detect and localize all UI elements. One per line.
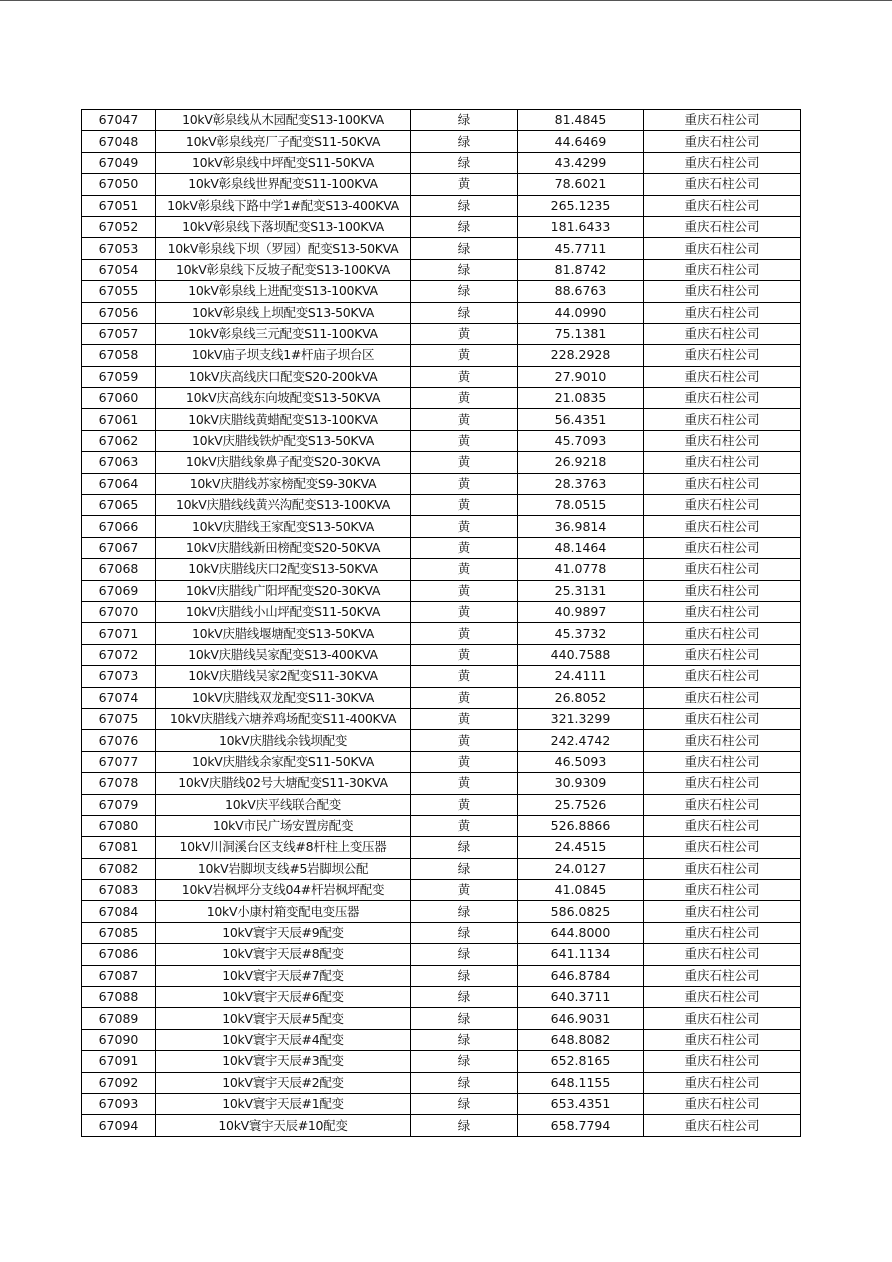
- status-color-cell: 绿: [411, 131, 518, 152]
- transformer-name-cell: 10kV寰宇天辰#9配变: [156, 922, 411, 943]
- transformer-name-cell: 10kV寰宇天辰#4配变: [156, 1029, 411, 1050]
- value-cell: 40.9897: [518, 601, 644, 622]
- company-cell: 重庆石柱公司: [644, 195, 801, 216]
- transformer-name-cell: 10kV寰宇天辰#7配变: [156, 965, 411, 986]
- value-cell: 648.1155: [518, 1072, 644, 1093]
- company-cell: 重庆石柱公司: [644, 901, 801, 922]
- transformer-name-cell: 10kV彰泉线下坝（罗园）配变S13-50KVA: [156, 238, 411, 259]
- row-id-cell: 67072: [82, 644, 156, 665]
- company-cell: 重庆石柱公司: [644, 644, 801, 665]
- transformer-name-cell: 10kV彰泉线上坝配变S13-50KVA: [156, 302, 411, 323]
- company-cell: 重庆石柱公司: [644, 1008, 801, 1029]
- table-row: [82, 110, 801, 131]
- company-cell: 重庆石柱公司: [644, 815, 801, 836]
- status-color-cell: 黄: [411, 537, 518, 558]
- row-id-cell: 67062: [82, 430, 156, 451]
- row-id-cell: 67060: [82, 388, 156, 409]
- company-cell: 重庆石柱公司: [644, 1115, 801, 1136]
- status-color-cell: 绿: [411, 216, 518, 237]
- table-row: [82, 259, 801, 280]
- table-row: [82, 473, 801, 494]
- value-cell: 45.3732: [518, 623, 644, 644]
- table-row: [82, 580, 801, 601]
- value-cell: 75.1381: [518, 323, 644, 344]
- value-cell: 265.1235: [518, 195, 644, 216]
- status-color-cell: 黄: [411, 623, 518, 644]
- status-color-cell: 绿: [411, 987, 518, 1008]
- table-row: [82, 195, 801, 216]
- company-cell: 重庆石柱公司: [644, 302, 801, 323]
- row-id-cell: 67056: [82, 302, 156, 323]
- transformer-name-cell: 10kV小康村箱变配电变压器: [156, 901, 411, 922]
- row-id-cell: 67077: [82, 751, 156, 772]
- status-color-cell: 黄: [411, 430, 518, 451]
- table-row: [82, 601, 801, 622]
- transformer-name-cell: 10kV庆腊线堰塘配变S13-50KVA: [156, 623, 411, 644]
- company-cell: 重庆石柱公司: [644, 131, 801, 152]
- value-cell: 26.9218: [518, 452, 644, 473]
- status-color-cell: 绿: [411, 1051, 518, 1072]
- status-color-cell: 黄: [411, 880, 518, 901]
- table-row: [82, 409, 801, 430]
- table-row: [82, 858, 801, 879]
- value-cell: 21.0835: [518, 388, 644, 409]
- value-cell: 36.9814: [518, 516, 644, 537]
- status-color-cell: 绿: [411, 1093, 518, 1114]
- transformer-name-cell: 10kV庆腊线余钱坝配变: [156, 730, 411, 751]
- status-color-cell: 黄: [411, 815, 518, 836]
- row-id-cell: 67061: [82, 409, 156, 430]
- transformer-name-cell: 10kV庆腊线王家配变S13-50KVA: [156, 516, 411, 537]
- table-row: [82, 815, 801, 836]
- table-row: [82, 345, 801, 366]
- status-color-cell: 绿: [411, 901, 518, 922]
- transformer-name-cell: 10kV川洞溪台区支线#8杆柱上变压器: [156, 837, 411, 858]
- table-row: [82, 1115, 801, 1136]
- value-cell: 440.7588: [518, 644, 644, 665]
- value-cell: 646.8784: [518, 965, 644, 986]
- row-id-cell: 67079: [82, 794, 156, 815]
- value-cell: 228.2928: [518, 345, 644, 366]
- status-color-cell: 绿: [411, 837, 518, 858]
- value-cell: 658.7794: [518, 1115, 644, 1136]
- company-cell: 重庆石柱公司: [644, 601, 801, 622]
- value-cell: 56.4351: [518, 409, 644, 430]
- company-cell: 重庆石柱公司: [644, 409, 801, 430]
- value-cell: 44.6469: [518, 131, 644, 152]
- status-color-cell: 黄: [411, 366, 518, 387]
- value-cell: 526.8866: [518, 815, 644, 836]
- company-cell: 重庆石柱公司: [644, 623, 801, 644]
- transformer-name-cell: 10kV寰宇天辰#6配变: [156, 987, 411, 1008]
- value-cell: 25.7526: [518, 794, 644, 815]
- table-row: [82, 559, 801, 580]
- status-color-cell: 黄: [411, 409, 518, 430]
- company-cell: 重庆石柱公司: [644, 987, 801, 1008]
- value-cell: 586.0825: [518, 901, 644, 922]
- status-color-cell: 黄: [411, 601, 518, 622]
- row-id-cell: 67084: [82, 901, 156, 922]
- row-id-cell: 67090: [82, 1029, 156, 1050]
- value-cell: 652.8165: [518, 1051, 644, 1072]
- table-row: [82, 452, 801, 473]
- row-id-cell: 67049: [82, 152, 156, 173]
- row-id-cell: 67092: [82, 1072, 156, 1093]
- company-cell: 重庆石柱公司: [644, 858, 801, 879]
- status-color-cell: 绿: [411, 110, 518, 131]
- table-row: [82, 366, 801, 387]
- transformer-name-cell: 10kV彰泉线上进配变S13-100KVA: [156, 281, 411, 302]
- company-cell: 重庆石柱公司: [644, 366, 801, 387]
- value-cell: 43.4299: [518, 152, 644, 173]
- row-id-cell: 67071: [82, 623, 156, 644]
- transformer-name-cell: 10kV庆腊线吴家配变S13-400KVA: [156, 644, 411, 665]
- row-id-cell: 67065: [82, 495, 156, 516]
- company-cell: 重庆石柱公司: [644, 216, 801, 237]
- table-row: [82, 730, 801, 751]
- company-cell: 重庆石柱公司: [644, 837, 801, 858]
- status-color-cell: 绿: [411, 965, 518, 986]
- table-row: [82, 495, 801, 516]
- status-color-cell: 黄: [411, 388, 518, 409]
- table-row: [82, 944, 801, 965]
- table-row: [82, 666, 801, 687]
- row-id-cell: 67055: [82, 281, 156, 302]
- row-id-cell: 67091: [82, 1051, 156, 1072]
- status-color-cell: 黄: [411, 495, 518, 516]
- value-cell: 27.9010: [518, 366, 644, 387]
- table-row: [82, 388, 801, 409]
- table-row: [82, 644, 801, 665]
- company-cell: 重庆石柱公司: [644, 174, 801, 195]
- status-color-cell: 绿: [411, 238, 518, 259]
- table-row: [82, 623, 801, 644]
- row-id-cell: 67085: [82, 922, 156, 943]
- status-color-cell: 绿: [411, 281, 518, 302]
- transformer-name-cell: 10kV庆腊线02号大塘配变S11-30KVA: [156, 773, 411, 794]
- value-cell: 646.9031: [518, 1008, 644, 1029]
- transformer-name-cell: 10kV庆腊线六塘养鸡场配变S11-400KVA: [156, 708, 411, 729]
- status-color-cell: 黄: [411, 644, 518, 665]
- table-row: [82, 773, 801, 794]
- transformer-name-cell: 10kV彰泉线亮厂子配变S11-50KVA: [156, 131, 411, 152]
- status-color-cell: 黄: [411, 516, 518, 537]
- company-cell: 重庆石柱公司: [644, 1093, 801, 1114]
- row-id-cell: 67050: [82, 174, 156, 195]
- transformer-name-cell: 10kV庆腊线线黄兴沟配变S13-100KVA: [156, 495, 411, 516]
- transformer-name-cell: 10kV寰宇天辰#10配变: [156, 1115, 411, 1136]
- company-cell: 重庆石柱公司: [644, 388, 801, 409]
- transformer-table: [81, 109, 801, 1137]
- company-cell: 重庆石柱公司: [644, 666, 801, 687]
- transformer-name-cell: 10kV庆腊线小山坪配变S11-50KVA: [156, 601, 411, 622]
- company-cell: 重庆石柱公司: [644, 965, 801, 986]
- status-color-cell: 绿: [411, 259, 518, 280]
- status-color-cell: 黄: [411, 794, 518, 815]
- company-cell: 重庆石柱公司: [644, 751, 801, 772]
- company-cell: 重庆石柱公司: [644, 944, 801, 965]
- status-color-cell: 黄: [411, 730, 518, 751]
- value-cell: 24.0127: [518, 858, 644, 879]
- table-row: [82, 216, 801, 237]
- transformer-name-cell: 10kV庆腊线铁炉配变S13-50KVA: [156, 430, 411, 451]
- row-id-cell: 67047: [82, 110, 156, 131]
- status-color-cell: 黄: [411, 751, 518, 772]
- row-id-cell: 67074: [82, 687, 156, 708]
- transformer-name-cell: 10kV庆腊线象鼻子配变S20-30KVA: [156, 452, 411, 473]
- company-cell: 重庆石柱公司: [644, 473, 801, 494]
- value-cell: 46.5093: [518, 751, 644, 772]
- row-id-cell: 67064: [82, 473, 156, 494]
- row-id-cell: 67057: [82, 323, 156, 344]
- transformer-name-cell: 10kV彰泉线下路中学1#配变S13-400KVA: [156, 195, 411, 216]
- row-id-cell: 67069: [82, 580, 156, 601]
- company-cell: 重庆石柱公司: [644, 152, 801, 173]
- row-id-cell: 67048: [82, 131, 156, 152]
- transformer-name-cell: 10kV彰泉线三元配变S11-100KVA: [156, 323, 411, 344]
- company-cell: 重庆石柱公司: [644, 259, 801, 280]
- company-cell: 重庆石柱公司: [644, 345, 801, 366]
- transformer-name-cell: 10kV寰宇天辰#3配变: [156, 1051, 411, 1072]
- company-cell: 重庆石柱公司: [644, 281, 801, 302]
- table-row: [82, 1008, 801, 1029]
- status-color-cell: 绿: [411, 152, 518, 173]
- status-color-cell: 黄: [411, 323, 518, 344]
- value-cell: 640.3711: [518, 987, 644, 1008]
- value-cell: 44.0990: [518, 302, 644, 323]
- transformer-name-cell: 10kV庆腊线苏家榜配变S9-30KVA: [156, 473, 411, 494]
- transformer-name-cell: 10kV庆腊线吴家2配变S11-30KVA: [156, 666, 411, 687]
- company-cell: 重庆石柱公司: [644, 430, 801, 451]
- transformer-name-cell: 10kV彰泉线世界配变S11-100KVA: [156, 174, 411, 195]
- row-id-cell: 67063: [82, 452, 156, 473]
- transformer-name-cell: 10kV寰宇天辰#2配变: [156, 1072, 411, 1093]
- company-cell: 重庆石柱公司: [644, 922, 801, 943]
- row-id-cell: 67070: [82, 601, 156, 622]
- transformer-name-cell: 10kV彰泉线从木园配变S13-100KVA: [156, 110, 411, 131]
- row-id-cell: 67094: [82, 1115, 156, 1136]
- row-id-cell: 67051: [82, 195, 156, 216]
- company-cell: 重庆石柱公司: [644, 773, 801, 794]
- row-id-cell: 67086: [82, 944, 156, 965]
- table-row: [82, 323, 801, 344]
- status-color-cell: 黄: [411, 174, 518, 195]
- table-row: [82, 302, 801, 323]
- transformer-name-cell: 10kV庙子坝支线1#杆庙子坝台区: [156, 345, 411, 366]
- transformer-name-cell: 10kV彰泉线下落坝配变S13-100KVA: [156, 216, 411, 237]
- table-row: [82, 238, 801, 259]
- table-row: [82, 901, 801, 922]
- table-row: [82, 751, 801, 772]
- value-cell: 41.0845: [518, 880, 644, 901]
- row-id-cell: 67087: [82, 965, 156, 986]
- value-cell: 45.7093: [518, 430, 644, 451]
- company-cell: 重庆石柱公司: [644, 1072, 801, 1093]
- status-color-cell: 黄: [411, 687, 518, 708]
- table-row: [82, 174, 801, 195]
- row-id-cell: 67059: [82, 366, 156, 387]
- value-cell: 648.8082: [518, 1029, 644, 1050]
- company-cell: 重庆石柱公司: [644, 730, 801, 751]
- value-cell: 25.3131: [518, 580, 644, 601]
- status-color-cell: 黄: [411, 345, 518, 366]
- transformer-name-cell: 10kV彰泉线中坪配变S11-50KVA: [156, 152, 411, 173]
- table-row: [82, 987, 801, 1008]
- table-row: [82, 880, 801, 901]
- value-cell: 321.3299: [518, 708, 644, 729]
- company-cell: 重庆石柱公司: [644, 110, 801, 131]
- company-cell: 重庆石柱公司: [644, 495, 801, 516]
- value-cell: 78.6021: [518, 174, 644, 195]
- value-cell: 30.9309: [518, 773, 644, 794]
- row-id-cell: 67054: [82, 259, 156, 280]
- status-color-cell: 绿: [411, 1008, 518, 1029]
- value-cell: 181.6433: [518, 216, 644, 237]
- transformer-name-cell: 10kV寰宇天辰#5配变: [156, 1008, 411, 1029]
- value-cell: 81.8742: [518, 259, 644, 280]
- row-id-cell: 67080: [82, 815, 156, 836]
- status-color-cell: 绿: [411, 302, 518, 323]
- row-id-cell: 67073: [82, 666, 156, 687]
- row-id-cell: 67068: [82, 559, 156, 580]
- company-cell: 重庆石柱公司: [644, 580, 801, 601]
- transformer-name-cell: 10kV寰宇天辰#1配变: [156, 1093, 411, 1114]
- table-row: [82, 794, 801, 815]
- transformer-name-cell: 10kV市民广场安置房配变: [156, 815, 411, 836]
- transformer-name-cell: 10kV庆腊线余家配变S11-50KVA: [156, 751, 411, 772]
- table-row: [82, 152, 801, 173]
- company-cell: 重庆石柱公司: [644, 559, 801, 580]
- table-row: [82, 965, 801, 986]
- value-cell: 242.4742: [518, 730, 644, 751]
- table-row: [82, 430, 801, 451]
- status-color-cell: 黄: [411, 666, 518, 687]
- row-id-cell: 67053: [82, 238, 156, 259]
- status-color-cell: 绿: [411, 1029, 518, 1050]
- company-cell: 重庆石柱公司: [644, 1029, 801, 1050]
- status-color-cell: 绿: [411, 1072, 518, 1093]
- status-color-cell: 黄: [411, 773, 518, 794]
- company-cell: 重庆石柱公司: [644, 1051, 801, 1072]
- table-row: [82, 922, 801, 943]
- row-id-cell: 67066: [82, 516, 156, 537]
- status-color-cell: 绿: [411, 195, 518, 216]
- table-row: [82, 1072, 801, 1093]
- row-id-cell: 67075: [82, 708, 156, 729]
- row-id-cell: 67076: [82, 730, 156, 751]
- transformer-name-cell: 10kV寰宇天辰#8配变: [156, 944, 411, 965]
- value-cell: 653.4351: [518, 1093, 644, 1114]
- status-color-cell: 黄: [411, 559, 518, 580]
- table-row: [82, 837, 801, 858]
- table-row: [82, 281, 801, 302]
- status-color-cell: 绿: [411, 944, 518, 965]
- transformer-name-cell: 10kV庆高线东向坡配变S13-50KVA: [156, 388, 411, 409]
- table-row: [82, 1093, 801, 1114]
- transformer-name-cell: 10kV庆平线联合配变: [156, 794, 411, 815]
- company-cell: 重庆石柱公司: [644, 880, 801, 901]
- value-cell: 78.0515: [518, 495, 644, 516]
- value-cell: 88.6763: [518, 281, 644, 302]
- value-cell: 26.8052: [518, 687, 644, 708]
- status-color-cell: 黄: [411, 473, 518, 494]
- status-color-cell: 绿: [411, 858, 518, 879]
- status-color-cell: 绿: [411, 1115, 518, 1136]
- status-color-cell: 黄: [411, 708, 518, 729]
- table-row: [82, 1029, 801, 1050]
- value-cell: 644.8000: [518, 922, 644, 943]
- table-row: [82, 131, 801, 152]
- row-id-cell: 67052: [82, 216, 156, 237]
- transformer-name-cell: 10kV庆腊线新田榜配变S20-50KVA: [156, 537, 411, 558]
- row-id-cell: 67082: [82, 858, 156, 879]
- row-id-cell: 67058: [82, 345, 156, 366]
- value-cell: 28.3763: [518, 473, 644, 494]
- table-row: [82, 516, 801, 537]
- company-cell: 重庆石柱公司: [644, 238, 801, 259]
- row-id-cell: 67083: [82, 880, 156, 901]
- value-cell: 41.0778: [518, 559, 644, 580]
- company-cell: 重庆石柱公司: [644, 516, 801, 537]
- table-row: [82, 537, 801, 558]
- table-row: [82, 1051, 801, 1072]
- transformer-name-cell: 10kV庆腊线双龙配变S11-30KVA: [156, 687, 411, 708]
- value-cell: 24.4515: [518, 837, 644, 858]
- value-cell: 24.4111: [518, 666, 644, 687]
- transformer-name-cell: 10kV庆腊线黄蜡配变S13-100KVA: [156, 409, 411, 430]
- transformer-name-cell: 10kV庆高线庆口配变S20-200kVA: [156, 366, 411, 387]
- transformer-name-cell: 10kV庆腊线广阳坪配变S20-30KVA: [156, 580, 411, 601]
- value-cell: 45.7711: [518, 238, 644, 259]
- row-id-cell: 67088: [82, 987, 156, 1008]
- company-cell: 重庆石柱公司: [644, 537, 801, 558]
- row-id-cell: 67078: [82, 773, 156, 794]
- company-cell: 重庆石柱公司: [644, 323, 801, 344]
- table-row: [82, 708, 801, 729]
- company-cell: 重庆石柱公司: [644, 452, 801, 473]
- transformer-name-cell: 10kV彰泉线下反坡子配变S13-100KVA: [156, 259, 411, 280]
- transformer-name-cell: 10kV庆腊线庆口2配变S13-50KVA: [156, 559, 411, 580]
- table-row: [82, 687, 801, 708]
- transformer-name-cell: 10kV岩脚坝支线#5岩脚坝公配: [156, 858, 411, 879]
- transformer-name-cell: 10kV岩枫坪分支线04#杆岩枫坪配变: [156, 880, 411, 901]
- company-cell: 重庆石柱公司: [644, 687, 801, 708]
- row-id-cell: 67067: [82, 537, 156, 558]
- company-cell: 重庆石柱公司: [644, 708, 801, 729]
- status-color-cell: 绿: [411, 922, 518, 943]
- value-cell: 81.4845: [518, 110, 644, 131]
- row-id-cell: 67089: [82, 1008, 156, 1029]
- value-cell: 48.1464: [518, 537, 644, 558]
- row-id-cell: 67093: [82, 1093, 156, 1114]
- status-color-cell: 黄: [411, 452, 518, 473]
- row-id-cell: 67081: [82, 837, 156, 858]
- status-color-cell: 黄: [411, 580, 518, 601]
- value-cell: 641.1134: [518, 944, 644, 965]
- company-cell: 重庆石柱公司: [644, 794, 801, 815]
